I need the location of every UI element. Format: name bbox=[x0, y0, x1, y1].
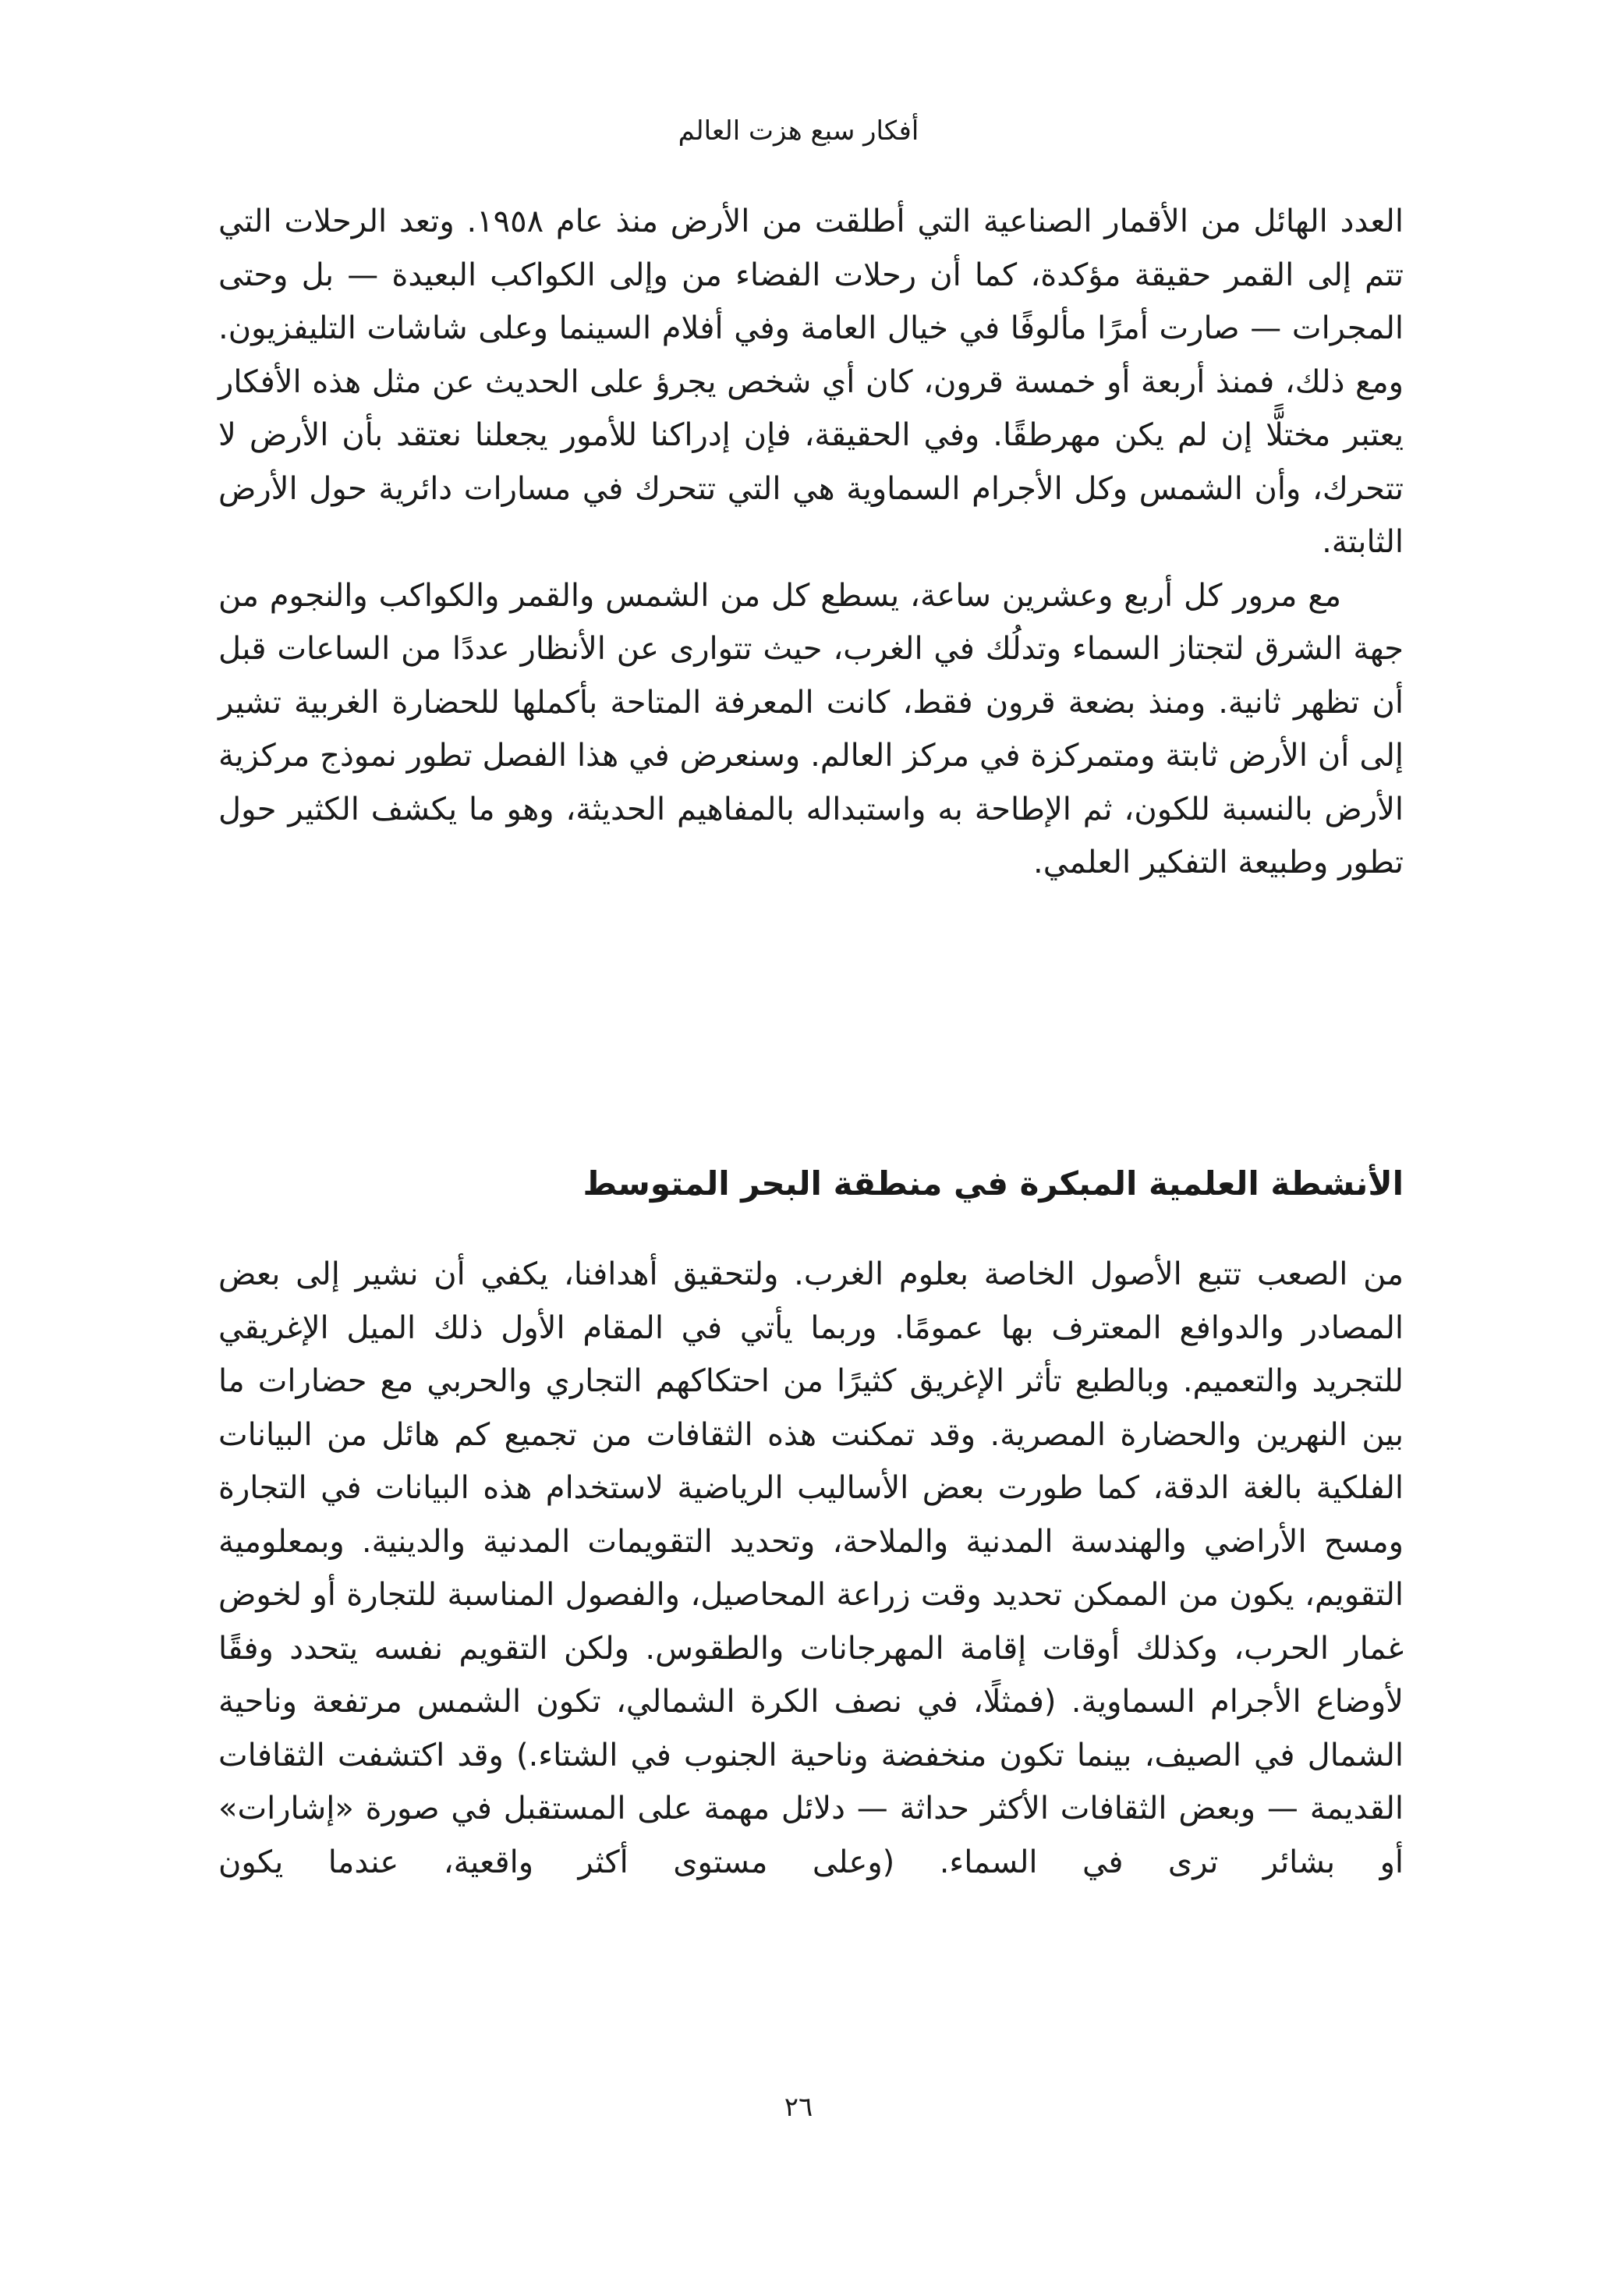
section-text-block bbox=[218, 1248, 1404, 1889]
page-number: ٢٦ bbox=[784, 2092, 813, 2123]
body-paragraph-1: العدد الهائل من الأقمار الصناعية التي أطلقت من الأرض منذ عام ١٩٥٨. وتعد الرحلات التي تتم إلى القمر حقيقة مؤكدة، كما أن رحلات الفضاء من وإلى الكواكب البعيدة — بل وحتى المجرات — صارت أمرًا مألوفًا في خيال العامة وفي أفلام السينما وعلى شاشات التليفزيون. ومع ذلك، فمنذ أربعة أو خمسة قرون، كان أي شخص يجرؤ على الحديث عن مثل هذه الأفكار يعتبر مختلًّا إن لم يكن مهرطقًا. وفي الحقيقة، فإن إدراكنا للأمور يجعلنا نعتقد بأن الأرض لا تتحرك، وأن الشمس وكل الأجرام السماوية هي التي تتحرك في مسارات دائرية حول الأرض الثابتة. bbox=[218, 204, 1404, 560]
body-paragraph-3: من الصعب تتبع الأصول الخاصة بعلوم الغرب. ولتحقيق أهدافنا، يكفي أن نشير إلى بعض المصادر والدوافع المعترف بها عمومًا. وربما يأتي في المقام الأول ذلك الميل الإغريقي للتجريد والتعميم. وبالطبع تأثر الإغريق كثيرًا من احتكاكهم التجاري والحربي مع حضارات ما بين النهرين والحضارة المصرية. وقد تمكنت هذه الثقافات من تجميع كم هائل من البيانات الفلكية بالغة الدقة، كما طورت بعض الأساليب الرياضية لاستخدام هذه البيانات في التجارة ومسح الأراضي والهندسة المدنية والملاحة، وتحديد التقويمات المدنية والدينية. وبمعلومية التقويم، يكون من الممكن تحديد وقت زراعة المحاصيل، والفصول المناسبة للتجارة أو لخوض غمار الحرب، وكذلك أوقات إقامة المهرجانات والطقوس. ولكن التقويم نفسه يتحدد وفقًا لأوضاع الأجرام السماوية. (فمثلًا، في نصف الكرة الشمالي، تكون الشمس مرتفعة وناحية الشمال في الصيف، بينما تكون منخفضة وناحية الجنوب في الشتاء.) وقد اكتشفت الثقافات القديمة — وبعض الثقافات الأكثر حداثة — دلائل مهمة على المستقبل في صورة «إشارات» أو بشائر ترى في السماء. (وعلى مستوى أكثر واقعية، عندما يكون bbox=[218, 1256, 1404, 1880]
opening-text-block bbox=[218, 195, 1404, 890]
section-heading: الأنشطة العلمية المبكرة في منطقة البحر المتوسط bbox=[582, 1164, 1404, 1203]
running-header-title: أفكار سبع هزت العالم bbox=[678, 115, 919, 147]
body-paragraph-2: مع مرور كل أربع وعشرين ساعة، يسطع كل من الشمس والقمر والكواكب والنجوم من جهة الشرق لتجتاز السماء وتدلُك في الغرب، حيث تتوارى عن الأنظار عددًا من الساعات قبل أن تظهر ثانية. ومنذ بضعة قرون فقط، كانت المعرفة المتاحة بأكملها للحضارة الغربية تشير إلى أن الأرض ثابتة ومتمركزة في مركز العالم. وسنعرض في هذا الفصل تطور نموذج مركزية الأرض بالنسبة للكون، ثم الإطاحة به واستبداله بالمفاهيم الحديثة، وهو ما يكشف الكثير حول تطور وطبيعة التفكير العلمي. bbox=[218, 577, 1404, 880]
